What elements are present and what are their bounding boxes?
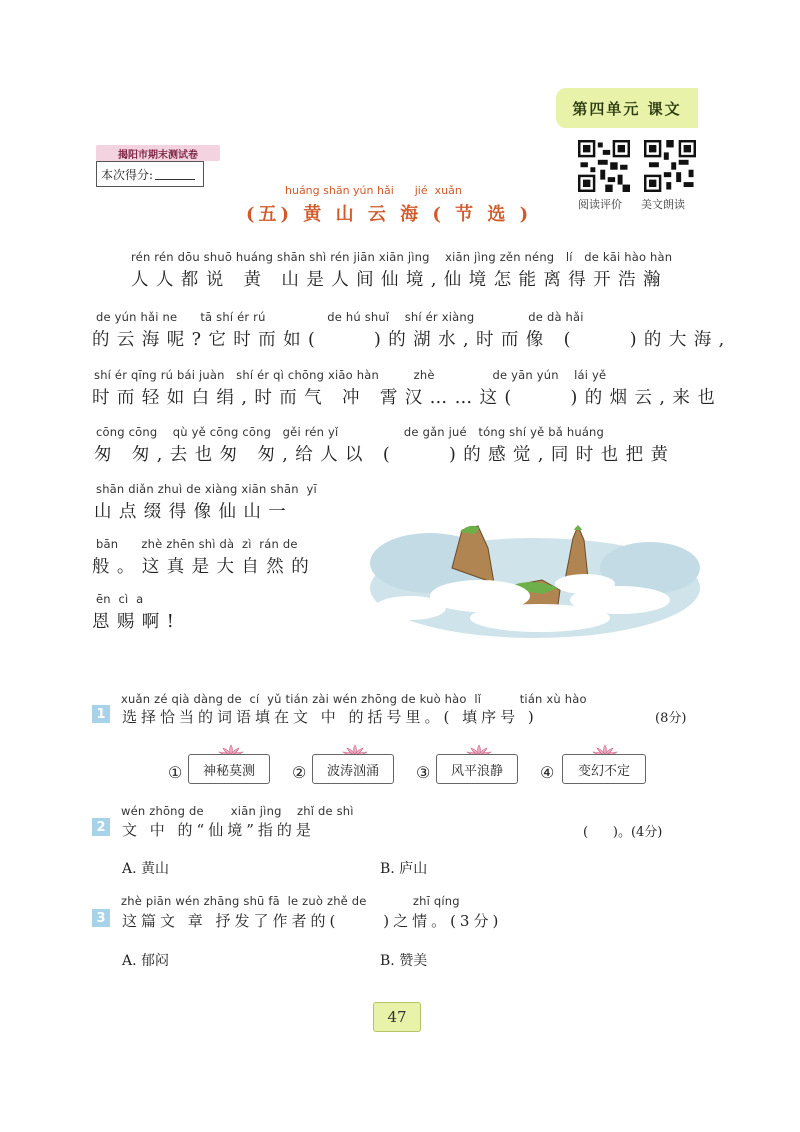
exam-tag: 揭阳市期末测试卷 <box>96 145 220 161</box>
qr-code-icon[interactable] <box>578 140 630 192</box>
question-1-score: (8分) <box>655 711 687 726</box>
passage-text-line: 恩赐啊! <box>92 612 182 632</box>
choice-4-box[interactable]: 变幻不定 <box>562 754 646 784</box>
choice-2-number: ② <box>292 763 307 782</box>
score-label: 本次得分: <box>101 167 154 182</box>
passage-pinyin-line: bān zhè zhēn shì dà zì rán de <box>96 537 298 551</box>
choice-1-box[interactable]: 神秘莫测 <box>188 754 270 784</box>
question-2-pinyin: wén zhōng de xiān jìng zhǐ de shì <box>121 804 354 818</box>
choice-2-box[interactable]: 波涛汹涌 <box>312 754 394 784</box>
huangshan-cloud-illustration <box>370 508 700 638</box>
question-3-option-a[interactable]: A. 郁闷 <box>122 953 170 969</box>
passage-pinyin-line: shān diǎn zhuì de xiàng xiān shān yī <box>96 482 317 496</box>
passage-text-line: 时而轻如白绢,时而气 冲 霄汉……这( )的烟云,来也 <box>92 388 723 408</box>
title-pinyin: huáng shān yún hǎi jié xuǎn <box>285 184 462 197</box>
question-3-option-b[interactable]: B. 赞美 <box>380 953 428 969</box>
question-1-pinyin: xuǎn zé qià dàng de cí yǔ tián zài wén zhōng de kuò hào lǐ tián xù hào <box>121 692 587 706</box>
qr-label-read-review: 阅读评价 <box>578 198 622 211</box>
score-box[interactable] <box>96 161 204 187</box>
passage-pinyin-line: rén rén dōu shuō huáng shān shì rén jiān xiān jìng xiān jìng zěn néng lí de kāi hào hàn <box>131 250 673 264</box>
passage-pinyin-line: cōng cōng qù yě cōng cōng gěi rén yǐ de gǎn jué tóng shí yě bǎ huáng <box>96 425 605 439</box>
qr-label-recitation: 美文朗读 <box>641 198 685 211</box>
qr-code-icon[interactable] <box>644 140 696 192</box>
choice-1-number: ① <box>168 763 183 782</box>
question-2-number: 2 <box>92 818 110 836</box>
passage-text-line: 般。这真是大自然的 <box>92 557 317 577</box>
passage-text-line: 匆 匆,去也匆 匆,给人以 ( )的感觉,同时也把黄 <box>94 445 676 465</box>
passage-text-line: 的云海呢?它时而如( )的湖水,时而像 ( )的大海, <box>92 330 732 350</box>
page-title: (五) 黄 山 云 海 ( 节 选 ) <box>246 204 533 225</box>
question-3-number: 3 <box>92 909 110 927</box>
choice-3-number: ③ <box>416 763 431 782</box>
question-1-text: 选择恰当的词语填在文 中 的括号里。( 填序号 ) <box>122 708 538 726</box>
passage-text-line: 人人都说 黄 山是人间仙境,仙境怎能离得开浩瀚 <box>131 270 668 290</box>
question-3-text: 这篇文 章 抒发了作者的( )之情。(3分) <box>122 912 503 930</box>
question-2-option-b[interactable]: B. 庐山 <box>380 861 428 877</box>
question-2-text: 文 中 的“仙境”指的是 <box>122 821 315 839</box>
question-3-pinyin: zhè piān wén zhāng shū fā le zuò zhě de zhī qíng <box>121 894 460 908</box>
passage-pinyin-line: shí ér qīng rú bái juàn shí ér qì chōng xiāo hàn zhè de yān yún lái yě <box>94 368 607 382</box>
choice-4-number: ④ <box>540 763 555 782</box>
question-1-number: 1 <box>92 705 110 723</box>
passage-pinyin-line: ēn cì a <box>96 592 144 606</box>
passage-text-line: 山点缀得像仙山一 <box>94 502 294 522</box>
page-number: 47 <box>373 1002 421 1032</box>
question-2-option-a[interactable]: A. 黄山 <box>122 861 170 877</box>
score-blank[interactable] <box>155 168 195 180</box>
question-2-answer-blank[interactable]: ( )。(4分) <box>583 825 663 840</box>
passage-pinyin-line: de yún hǎi ne tā shí ér rú de hú shuǐ shí ér xiàng de dà hǎi <box>96 310 584 324</box>
unit-tag: 第四单元 课文 <box>556 88 698 128</box>
choice-3-box[interactable]: 风平浪静 <box>436 754 518 784</box>
